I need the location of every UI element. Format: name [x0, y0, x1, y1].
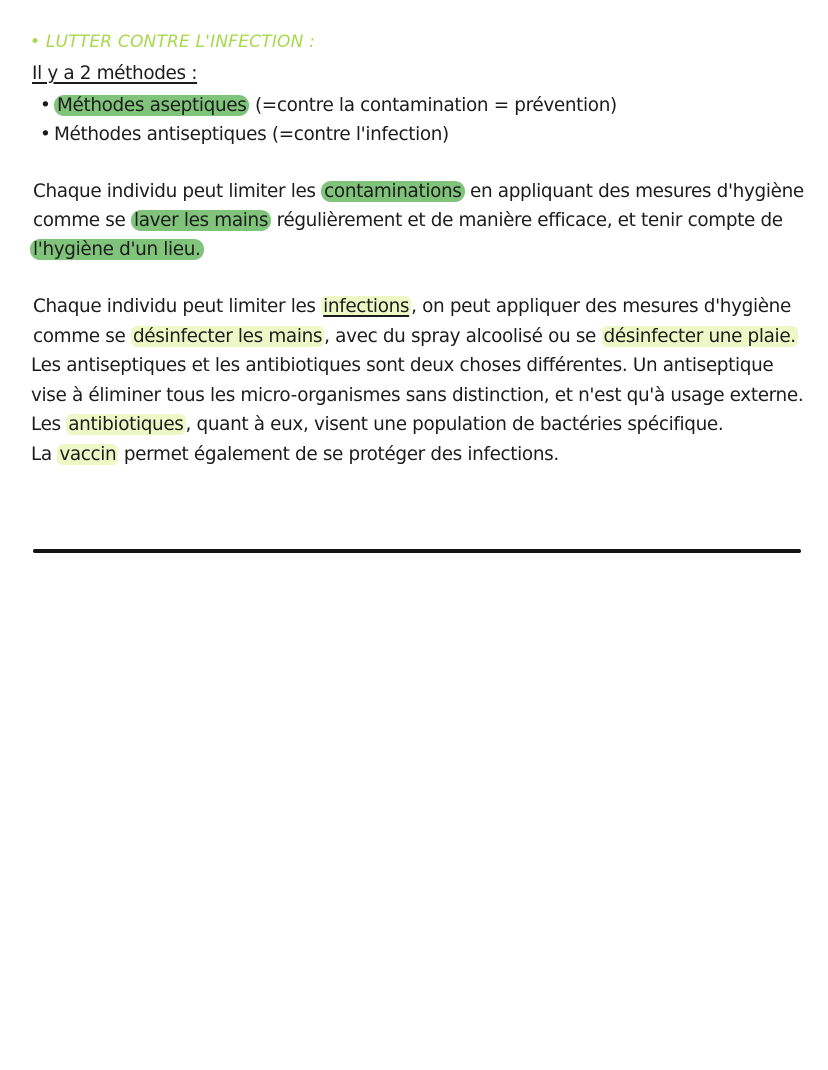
para2-line-4: vise à éliminer tous les micro-organismes sans distinction, et n'est qu'à usage externe. [31, 385, 804, 406]
text-segment: Les [31, 414, 67, 435]
text-segment: Chaque individu peut limiter les [33, 296, 322, 317]
section-title [30, 32, 315, 52]
text-segment: Chaque individu peut limiter les [33, 181, 322, 202]
highlight-vaccin: vaccin [59, 444, 117, 465]
para1-line-2 [33, 210, 783, 231]
highlight-antibiotiques: antibiotiques [68, 414, 184, 435]
highlight-desinfecter-plaie: désinfecter une plaie. [603, 326, 796, 347]
method-item-aseptic [40, 95, 617, 116]
para2-line-3: Les antiseptiques et les antibiotiques sont deux choses différentes. Un antiseptique [31, 355, 774, 376]
title-bullet: • [30, 32, 41, 52]
text-segment: , avec du spray alcoolisé ou se [324, 326, 602, 347]
text-segment: La [31, 444, 58, 465]
text-segment: régulièrement et de manière efficace, et tenir compte de [271, 210, 783, 231]
text-segment: comme se [33, 210, 131, 231]
para1-line-3 [30, 239, 204, 260]
method-antiseptic-text: Méthodes antiseptiques (=contre l'infection) [54, 124, 449, 145]
list-bullet: • [40, 95, 51, 116]
underlined-infections: infections [323, 296, 410, 317]
para2-line-6 [31, 444, 559, 465]
text-segment: en appliquant des mesures d'hygiène [464, 181, 804, 202]
method-aseptic-rest: (=contre la contamination = prévention) [249, 95, 617, 116]
highlight-desinfecter-mains: désinfecter les mains [132, 326, 323, 347]
highlight-hygiene-lieu: l'hygiène d'un lieu. [30, 239, 204, 260]
para2-line-2 [33, 326, 798, 347]
methods-intro: Il y a 2 méthodes : [32, 63, 198, 84]
text-segment: permet également de se protéger des infections. [118, 444, 559, 465]
text-segment: , on peut appliquer des mesures d'hygiène [411, 296, 791, 317]
section-divider [33, 549, 801, 553]
highlight-contaminations: contaminations [321, 181, 464, 202]
highlight-aseptic: Méthodes aseptiques [54, 95, 249, 116]
method-item-antiseptic [40, 124, 449, 145]
para1-line-1 [33, 181, 804, 202]
highlight-laver-mains: laver les mains [131, 210, 271, 231]
text-segment: comme se [33, 326, 131, 347]
text-segment: , quant à eux, visent une population de bactéries spécifique. [185, 414, 724, 435]
para2-line-5 [31, 414, 723, 435]
title-text: LUTTER CONTRE L'INFECTION : [45, 32, 316, 52]
para2-line-1 [33, 296, 791, 317]
list-bullet: • [40, 124, 51, 145]
